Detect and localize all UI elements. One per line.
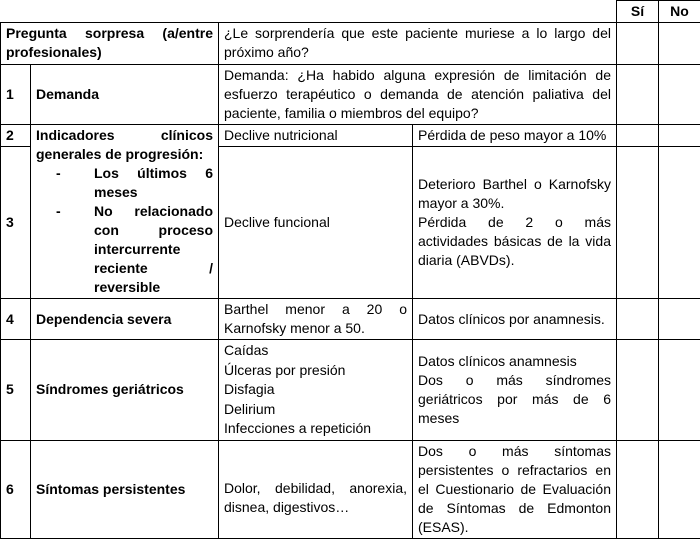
row-detail: Dos o más síntomas persistentes o refractarios en el Cuestionario de Evaluación de Síntomas de Edmonton (ESAS). xyxy=(413,440,617,538)
row-criterion: Barthel menor a 20 o Karnofsky menor a 50. xyxy=(219,299,413,340)
check-no-6[interactable] xyxy=(659,440,700,538)
row-label: Síndromes geriátricos xyxy=(31,340,219,441)
progression-bullets xyxy=(36,164,213,297)
row-label: Síntomas persistentes xyxy=(31,440,219,538)
row-declive-nutricional xyxy=(1,125,700,147)
criteria-item: Infecciones a repetición xyxy=(224,419,407,439)
header-spacer xyxy=(1,1,617,23)
row-detail: Datos clínicos por anamnesis. xyxy=(413,299,617,340)
check-no-2[interactable] xyxy=(659,125,700,147)
detail-line: Pérdida de 2 o más actividades básicas de la vida diaria (ABVDs). xyxy=(418,213,611,270)
row-label: Dependencia severa xyxy=(31,299,219,340)
row-sindromes-geriatricos xyxy=(1,340,700,441)
row-number: 1 xyxy=(1,65,31,125)
row-sintomas-persistentes xyxy=(1,440,700,538)
criteria-item: Delirium xyxy=(224,400,407,420)
bullet-item: - No relacionado con proceso intercurrente reciente / reversible xyxy=(36,202,213,297)
check-si-3[interactable] xyxy=(617,147,659,299)
header-no: No xyxy=(659,1,700,23)
check-no-question[interactable] xyxy=(659,23,700,65)
check-no-3[interactable] xyxy=(659,147,700,299)
question-text: ¿Le sorprendería que este paciente muriese a lo largo del próximo año? xyxy=(219,23,617,65)
bullet-item: - Los últimos 6 meses xyxy=(36,164,213,202)
detail-line: Deterioro Barthel o Karnofsky mayor a 30%. xyxy=(418,175,611,213)
question-label: Pregunta sorpresa (a/entre profesionales) xyxy=(1,23,219,65)
row-detail: Pérdida de peso mayor a 10% xyxy=(413,125,617,147)
row-number: 3 xyxy=(1,147,31,299)
check-si-4[interactable] xyxy=(617,299,659,340)
detail-line: Dos o más síndromes geriátricos por más de 6 meses xyxy=(418,371,611,428)
row-number: 2 xyxy=(1,125,31,147)
check-si-6[interactable] xyxy=(617,440,659,538)
criteria-item: Disfagia xyxy=(224,380,407,400)
header-si: Sí xyxy=(617,1,659,23)
row-number: 4 xyxy=(1,299,31,340)
check-si-question[interactable] xyxy=(617,23,659,65)
row-detail xyxy=(413,147,617,299)
question-row xyxy=(1,23,700,65)
criteria-item: Caídas xyxy=(224,341,407,361)
check-si-1[interactable] xyxy=(617,65,659,125)
check-no-1[interactable] xyxy=(659,65,700,125)
row-label: Demanda xyxy=(31,65,219,125)
check-no-5[interactable] xyxy=(659,340,700,441)
check-si-2[interactable] xyxy=(617,125,659,147)
row-number: 6 xyxy=(1,440,31,538)
check-si-5[interactable] xyxy=(617,340,659,441)
check-no-4[interactable] xyxy=(659,299,700,340)
row-criterion: Declive nutricional xyxy=(219,125,413,147)
row-criteria-list xyxy=(219,340,413,441)
row-dependencia-severa xyxy=(1,299,700,340)
row-number: 5 xyxy=(1,340,31,441)
criteria-item: Úlceras por presión xyxy=(224,361,407,381)
row-criterion: Dolor, debilidad, anorexia, disnea, digestivos… xyxy=(219,440,413,538)
progression-indicators-cell xyxy=(31,125,219,299)
row-demanda xyxy=(1,65,700,125)
row-detail xyxy=(413,340,617,441)
row-label: Indicadores clínicos generales de progresión: xyxy=(36,126,213,164)
row-criterion: Declive funcional xyxy=(219,147,413,299)
header-row xyxy=(1,1,700,23)
detail-line: Datos clínicos anamnesis xyxy=(418,352,611,371)
row-criterion: Demanda: ¿Ha habido alguna expresión de limitación de esfuerzo terapéutico o demanda de atención paliativa del paciente, familia o miembros del equipo? xyxy=(219,65,617,125)
